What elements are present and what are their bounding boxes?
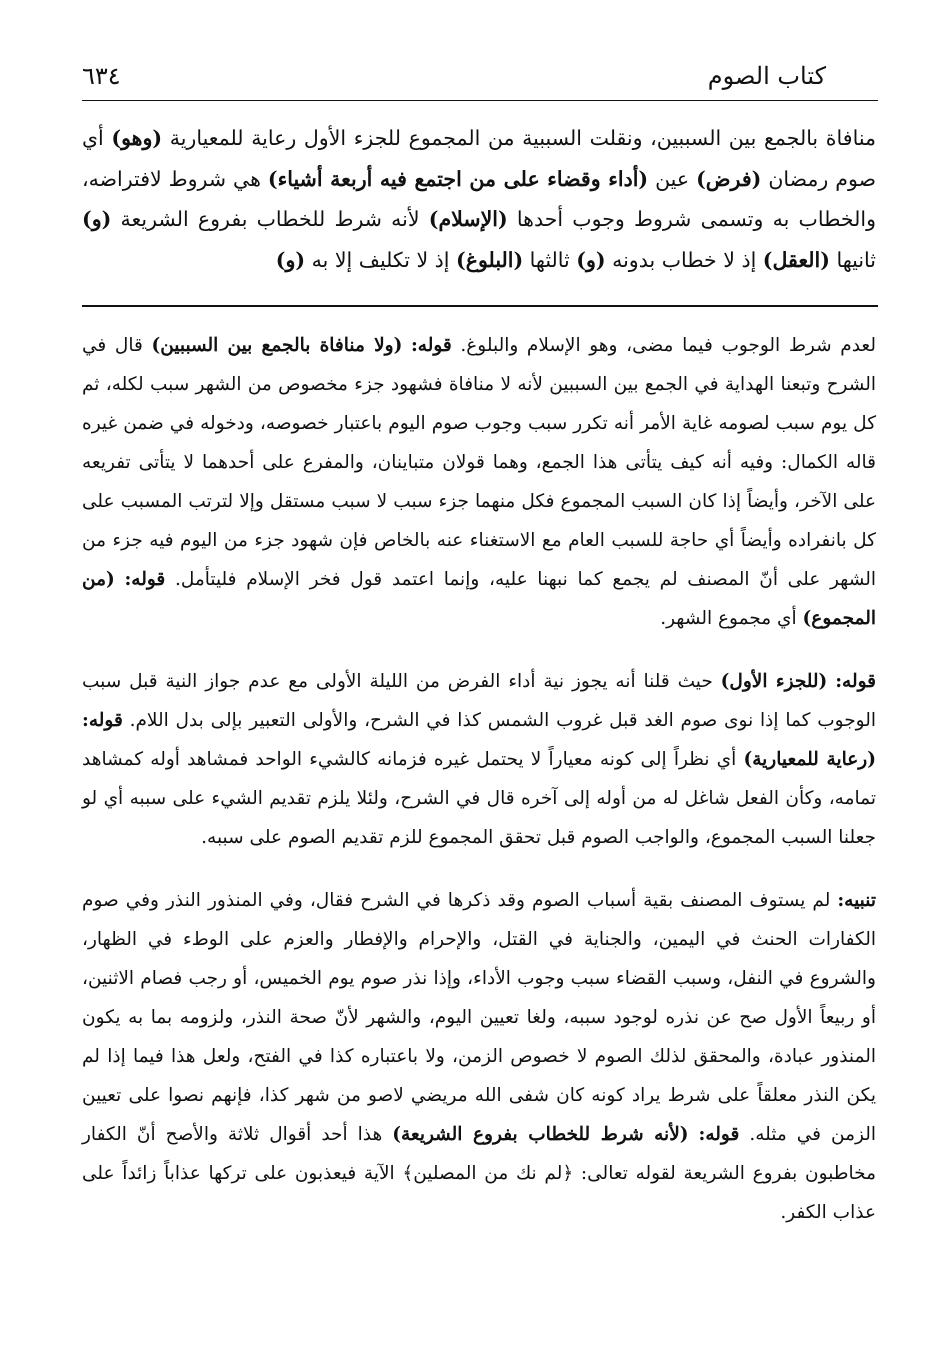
text-run: ثالثها — [523, 247, 577, 272]
text-run: لعدم شرط الوجوب فيما مضى، وهو الإسلام والبلوغ. — [451, 335, 876, 356]
bold-phrase: (رعاية للمعيارية) — [743, 749, 876, 770]
text-run: لم يستوف المصنف بقية أسباب الصوم وقد ذكرها في الشرح فقال، وفي المنذور النذر وفي صوم الكفارات الحنث في اليمين، والجناية في القتل، والإحرام والإفطار والعزم على الوطء في الظهار، والشروع في النفل، وسبب القضاء سبب وجوب الأداء، وإذا نذر صوم يوم الخميس، أو رجب فصام الاثنين، أو ربيعاً الأول صح عن نذره لوجود سببه، ولغا تعيين اليوم، والشهر لأنّ صحة النذر، ولزومه بما به يكون المنذور عبادة، والمحقق لذلك الصوم لا خصوص الزمن، ولا باعتباره كذا في الفتح، ولعل هذا فيما إذا لم يكن النذر معلقاً على شرط يراد كونه كان شفى الله مريضي لاصو من شهر كذا، فإنهم نصوا على تعيين الزمن في مثله. — [82, 890, 876, 1145]
bold-phrase: (لأنه شرط للخطاب بفروع الشريعة) — [392, 1124, 689, 1145]
book-title: كتاب الصوم — [707, 62, 826, 90]
commentary-paragraph — [82, 662, 876, 857]
bold-phrase: (وهو) — [111, 126, 163, 150]
bold-phrase: (ولا منافاة بالجمع بين السببين) — [151, 335, 403, 356]
bold-phrase: (أداء وقضاء على من اجتمع فيه أربعة أشياء) — [267, 166, 649, 191]
bold-phrase: (و) — [275, 247, 306, 272]
text-run — [402, 335, 411, 356]
text-run: إذ لا تكليف إلا به — [305, 247, 457, 272]
page-number: ٦٣٤ — [82, 62, 121, 90]
commentary-paragraph — [82, 326, 876, 638]
text-run: هي شروط لافتراضه، والخطاب به وتسمى شروط وجوب أحدها — [82, 166, 876, 231]
text-run: لأنه شرط للخطاب بفروع الشريعة — [111, 207, 429, 231]
bold-phrase: (فرض) — [696, 166, 762, 191]
text-run: عين — [648, 166, 697, 191]
text-run: حيث قلنا أنه يجوز نية أداء الفرض من الليلة الأولى مع عدم جواز النية قبل سبب الوجوب كما إذا نوى صوم الغد قبل غروب الشمس كذا في الشرح، والأولى التعبير بإلى بدل اللام. — [82, 671, 876, 731]
commentary-paragraph — [82, 881, 876, 1232]
page-header — [82, 56, 826, 96]
bold-phrase: (من المجموع) — [82, 569, 876, 629]
text-run: هذا أحد أقوال ثلاثة والأصح أنّ الكفار مخاطبون بفروع الشريعة لقوله تعالى: ﴿لم نك من المصلين﴾ الآية فيعذبون على تركها عذاباً زائداً على عذاب الكفر. — [82, 1124, 876, 1223]
bold-phrase: قوله: — [82, 710, 123, 731]
text-run: منافاة بالجمع بين السببين، ونقلت السببية من المجموع للجزء الأول رعاية للمعيارية — [162, 126, 876, 150]
bold-phrase: (و) — [82, 207, 112, 231]
text-run — [689, 1124, 699, 1145]
text-run: قال في الشرح وتبعنا الهداية في الجمع بين السببين لأنه لا منافاة فشهود جزء مخصوص من الشهر سبب لكله، ثم كل يوم سبب لصومه غاية الأمر أنه تكرر سبب وجوب صوم اليوم باعتبار خصوصه، ودخوله في ضمن غيره قاله الكمال: وفيه أنه كيف يتأتى هذا الجمع، وهما قولان متباينان، والمفرع على أحدهما لا يتأتى تفريعه على الآخر، وأيضاً إذا كان السبب المجموع فكل منهما جزء سبب لا سبب مستقل وإلا لترتب المسبب على كل بانفراده وأيضاً أي حاجة للسبب العام مع الاستغناء عنه بالخاص فإن شهود جزء من اليوم فيه جزء من الشهر على أنّ المصنف لم يجمع كما نبهنا عليه، وإنما اعتمد قول فخر الإسلام فليتأمل. — [82, 335, 876, 590]
text-run: ثانيها — [829, 247, 876, 272]
bold-phrase: قوله: — [410, 335, 452, 356]
bold-phrase: قوله: — [835, 671, 876, 692]
text-run — [115, 569, 125, 590]
bold-phrase: (البلوغ) — [456, 247, 524, 272]
header-divider — [82, 100, 878, 101]
bold-phrase: (و) — [576, 247, 606, 272]
bold-phrase: (الإسلام) — [428, 207, 508, 231]
bold-phrase: (العقل) — [762, 247, 830, 272]
text-run: أي مجموع الشهر. — [660, 608, 803, 629]
commentary-block — [82, 326, 876, 1256]
bold-phrase: (للجزء الأول) — [720, 671, 828, 692]
text-run: أي نظراً إلى كونه معياراً لا يحتمل غيره فزمانه كالشيء الواحد فمشاهد أوله كمشاهد تمامه، وكأن الفعل شاغل له من أوله إلى آخره قال في الشرح، ولئلا يلزم تقديم الشيء على سببه أي لو جعلنا السبب المجموع، والواجب الصوم قبل تحقق المجموع للزم تقديم الصوم على سببه. — [82, 749, 876, 848]
text-commentary-divider — [82, 305, 878, 307]
text-run: إذ لا خطاب بدونه — [605, 247, 763, 272]
main-text-block — [82, 118, 876, 280]
bold-phrase: قوله: — [698, 1124, 740, 1145]
bold-phrase: قوله: — [124, 569, 166, 590]
bold-phrase: تنبيه: — [837, 890, 876, 911]
text-run: أي صوم رمضان — [82, 126, 876, 191]
